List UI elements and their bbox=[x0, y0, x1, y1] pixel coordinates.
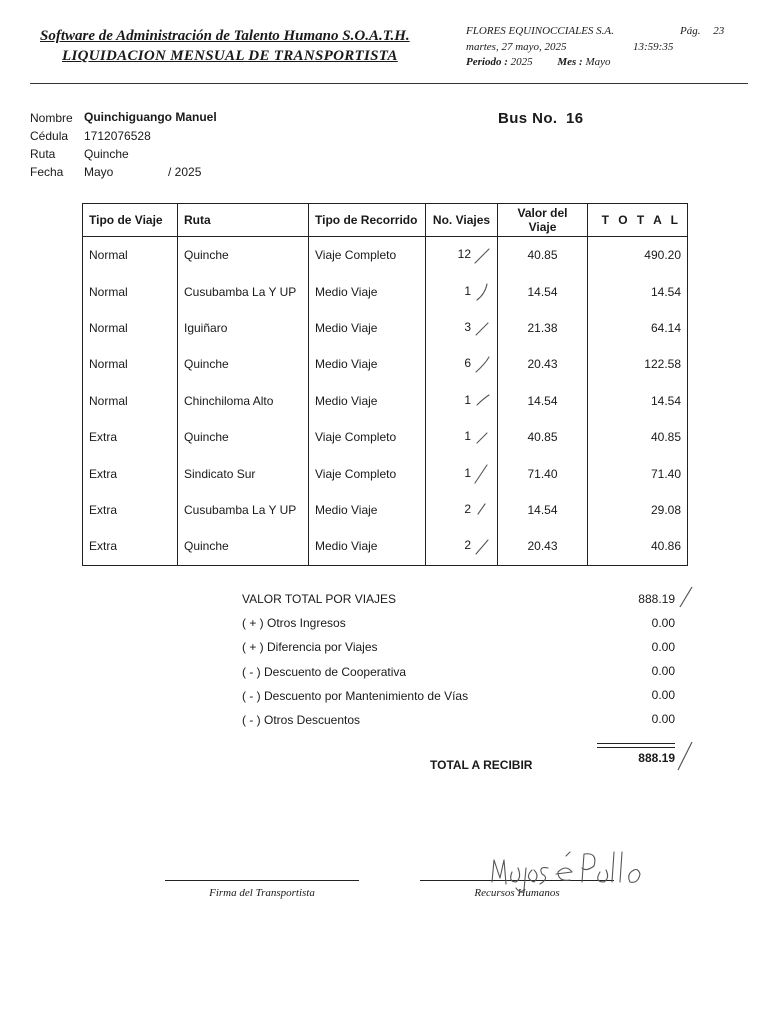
driver-signature-label: Firma del Transportista bbox=[209, 887, 315, 899]
cell-ruta bbox=[178, 346, 309, 382]
cell-no-viajes bbox=[426, 346, 498, 382]
summary-label: ( - ) Descuento de Cooperativa bbox=[242, 665, 407, 679]
net-total-value: 888.19 bbox=[638, 751, 675, 765]
bus-label: Bus No. bbox=[498, 110, 558, 127]
summary-label: ( - ) Descuento por Mantenimiento de Vías bbox=[242, 689, 469, 703]
cell-tipo-viaje bbox=[83, 237, 178, 274]
hr-signature-label: Recursos Humanos bbox=[474, 887, 560, 899]
period-value: 2025 bbox=[510, 56, 533, 68]
cell-tipo-recorrido-text: Viaje Completo bbox=[315, 248, 397, 263]
month-value: Mayo bbox=[585, 56, 611, 68]
page-label: Pág. bbox=[680, 25, 701, 37]
check-mark-icon bbox=[473, 318, 491, 338]
cell-tipo-viaje-text: Normal bbox=[89, 248, 128, 263]
summary-value: 0.00 bbox=[651, 712, 675, 726]
cell-tipo-recorrido-text: Viaje Completo bbox=[315, 430, 397, 445]
cell-tipo-viaje-text: Extra bbox=[89, 466, 118, 481]
column-header: Tipo de Viaje bbox=[83, 204, 178, 237]
cell-total-text: 40.86 bbox=[650, 539, 681, 554]
cell-valor-viaje bbox=[498, 310, 588, 346]
cell-ruta-text: Cusubamba La Y UP bbox=[184, 502, 297, 517]
cell-tipo-recorrido-text: Medio Viaje bbox=[315, 320, 378, 335]
bus-number bbox=[498, 110, 584, 127]
net-total-label: TOTAL A RECIBIR bbox=[430, 758, 533, 772]
cell-no-viajes-text: 2 bbox=[464, 502, 471, 517]
cell-ruta-text: Iguiñaro bbox=[184, 320, 228, 335]
cell-tipo-viaje bbox=[83, 310, 178, 346]
cell-tipo-recorrido bbox=[309, 237, 426, 274]
table-row bbox=[83, 528, 688, 565]
cell-valor-viaje bbox=[498, 383, 588, 419]
table-row bbox=[83, 419, 688, 455]
cell-tipo-viaje bbox=[83, 419, 178, 455]
cell-tipo-recorrido bbox=[309, 273, 426, 309]
cell-tipo-viaje bbox=[83, 492, 178, 528]
check-mark-icon bbox=[473, 536, 491, 556]
cell-valor-viaje bbox=[498, 455, 588, 491]
system-title: Software de Administración de Talento Humano S.O.A.T.H. bbox=[40, 28, 410, 44]
cell-ruta bbox=[178, 528, 309, 565]
cell-tipo-recorrido-text: Viaje Completo bbox=[315, 466, 397, 481]
check-mark-icon bbox=[473, 500, 491, 520]
summary-value: 0.00 bbox=[651, 640, 675, 654]
cell-ruta-text: Quinche bbox=[184, 430, 229, 445]
cell-tipo-viaje-text: Normal bbox=[89, 320, 128, 335]
cell-total bbox=[588, 346, 688, 382]
cell-total bbox=[588, 528, 688, 565]
cell-total-text: 29.08 bbox=[650, 502, 681, 517]
cell-valor-viaje-text: 20.43 bbox=[527, 357, 558, 372]
cell-no-viajes-text: 1 bbox=[464, 429, 471, 444]
date-label: Fecha bbox=[30, 165, 64, 179]
cell-total bbox=[588, 310, 688, 346]
cell-total-text: 71.40 bbox=[650, 466, 681, 481]
route-label: Ruta bbox=[30, 147, 56, 161]
check-mark-icon bbox=[473, 391, 491, 411]
cell-ruta-text: Cusubamba La Y UP bbox=[184, 284, 297, 299]
check-mark-icon bbox=[473, 354, 491, 374]
cell-no-viajes bbox=[426, 310, 498, 346]
table-row bbox=[83, 346, 688, 382]
cell-valor-viaje-text: 21.38 bbox=[527, 320, 558, 335]
summary-value: 0.00 bbox=[651, 688, 675, 702]
cell-tipo-viaje-text: Extra bbox=[89, 430, 118, 445]
cell-valor-viaje-text: 14.54 bbox=[527, 393, 558, 408]
cell-no-viajes-text: 2 bbox=[464, 538, 471, 553]
hr-handwritten-signature bbox=[478, 838, 668, 894]
employee-name: Quinchiguango Manuel bbox=[84, 110, 217, 124]
cell-ruta bbox=[178, 273, 309, 309]
cell-valor-viaje bbox=[498, 528, 588, 565]
cell-total-text: 14.54 bbox=[650, 393, 681, 408]
cell-total-text: 64.14 bbox=[650, 320, 681, 335]
cell-tipo-recorrido bbox=[309, 528, 426, 565]
cell-ruta bbox=[178, 455, 309, 491]
cell-ruta bbox=[178, 419, 309, 455]
cell-tipo-viaje-text: Normal bbox=[89, 357, 128, 372]
company-name: FLORES EQUINOCCIALES S.A. bbox=[466, 25, 614, 37]
cell-total bbox=[588, 237, 688, 274]
cell-tipo-recorrido-text: Medio Viaje bbox=[315, 502, 378, 517]
cell-no-viajes-text: 1 bbox=[464, 283, 471, 298]
bus-value: 16 bbox=[566, 110, 584, 127]
summary-label: ( + ) Diferencia por Viajes bbox=[242, 640, 378, 654]
trips-table-body bbox=[83, 237, 688, 566]
header-divider bbox=[30, 83, 748, 84]
cell-no-viajes-text: 1 bbox=[464, 392, 471, 407]
summary-value: 888.19 bbox=[638, 592, 675, 606]
cell-valor-viaje-text: 14.54 bbox=[527, 502, 558, 517]
total-double-rule bbox=[597, 743, 675, 748]
column-header: Valor del Viaje bbox=[498, 204, 588, 237]
cell-tipo-viaje bbox=[83, 273, 178, 309]
cell-tipo-recorrido bbox=[309, 419, 426, 455]
cell-valor-viaje-text: 40.85 bbox=[527, 248, 558, 263]
cell-no-viajes-text: 3 bbox=[464, 320, 471, 335]
employee-route: Quinche bbox=[84, 147, 129, 161]
period-label: Periodo : bbox=[466, 56, 508, 68]
report-date: martes, 27 mayo, 2025 bbox=[466, 41, 567, 53]
cell-tipo-viaje bbox=[83, 528, 178, 565]
cell-ruta-text: Quinche bbox=[184, 539, 229, 554]
column-header: Tipo de Recorrido bbox=[309, 204, 426, 237]
cell-ruta-text: Quinche bbox=[184, 357, 229, 372]
cell-tipo-recorrido bbox=[309, 346, 426, 382]
summary-label: ( - ) Otros Descuentos bbox=[242, 713, 361, 727]
table-row bbox=[83, 310, 688, 346]
check-mark-icon bbox=[676, 740, 694, 772]
page-indicator bbox=[680, 25, 724, 37]
summary-label: VALOR TOTAL POR VIAJES bbox=[242, 592, 397, 606]
check-mark-icon bbox=[473, 464, 491, 484]
cell-valor-viaje bbox=[498, 273, 588, 309]
cell-tipo-viaje-text: Normal bbox=[89, 284, 128, 299]
cell-tipo-recorrido-text: Medio Viaje bbox=[315, 357, 378, 372]
period-line bbox=[466, 56, 611, 68]
cell-valor-viaje-text: 71.40 bbox=[527, 466, 558, 481]
cell-no-viajes bbox=[426, 528, 498, 565]
cell-tipo-recorrido-text: Medio Viaje bbox=[315, 284, 378, 299]
cell-no-viajes-text: 12 bbox=[457, 247, 471, 262]
driver-signature-line bbox=[165, 880, 359, 881]
cell-tipo-viaje bbox=[83, 346, 178, 382]
cell-no-viajes bbox=[426, 455, 498, 491]
cell-tipo-recorrido bbox=[309, 310, 426, 346]
cell-total bbox=[588, 383, 688, 419]
cell-ruta-text: Chinchiloma Alto bbox=[184, 393, 274, 408]
cell-total-text: 490.20 bbox=[644, 248, 681, 263]
column-header: No. Viajes bbox=[426, 204, 498, 237]
cell-ruta-text: Quinche bbox=[184, 248, 229, 263]
month-label: Mes : bbox=[557, 56, 583, 68]
cell-no-viajes bbox=[426, 419, 498, 455]
cell-tipo-viaje-text: Extra bbox=[89, 539, 118, 554]
summary-label: ( + ) Otros Ingresos bbox=[242, 616, 346, 630]
summary-value: 0.00 bbox=[651, 616, 675, 630]
cell-tipo-viaje-text: Normal bbox=[89, 393, 128, 408]
cell-valor-viaje bbox=[498, 419, 588, 455]
table-header-row bbox=[83, 204, 688, 237]
table-row bbox=[83, 455, 688, 491]
cell-valor-viaje bbox=[498, 237, 588, 274]
cell-total bbox=[588, 419, 688, 455]
name-label: Nombre bbox=[30, 111, 73, 125]
cell-ruta bbox=[178, 310, 309, 346]
cell-tipo-viaje bbox=[83, 455, 178, 491]
cell-ruta bbox=[178, 237, 309, 274]
id-label: Cédula bbox=[30, 129, 69, 143]
cell-no-viajes bbox=[426, 383, 498, 419]
cell-total-text: 122.58 bbox=[644, 357, 681, 372]
employee-date-year: / 2025 bbox=[168, 165, 202, 179]
page-number: 23 bbox=[713, 25, 725, 37]
check-mark-icon bbox=[473, 427, 491, 447]
cell-valor-viaje-text: 14.54 bbox=[527, 284, 558, 299]
cell-tipo-recorrido bbox=[309, 383, 426, 419]
cell-no-viajes-text: 1 bbox=[464, 465, 471, 480]
cell-no-viajes bbox=[426, 273, 498, 309]
cell-no-viajes bbox=[426, 237, 498, 274]
cell-valor-viaje-text: 20.43 bbox=[527, 539, 558, 554]
check-mark-icon bbox=[473, 282, 491, 302]
cell-valor-viaje bbox=[498, 346, 588, 382]
employee-date-month: Mayo bbox=[84, 165, 114, 179]
table-row bbox=[83, 492, 688, 528]
cell-ruta bbox=[178, 492, 309, 528]
cell-ruta-text: Sindicato Sur bbox=[184, 466, 256, 481]
cell-valor-viaje-text: 40.85 bbox=[527, 430, 558, 445]
cell-tipo-recorrido-text: Medio Viaje bbox=[315, 539, 378, 554]
report-time: 13:59:35 bbox=[633, 41, 674, 53]
cell-tipo-recorrido-text: Medio Viaje bbox=[315, 393, 378, 408]
table-row bbox=[83, 383, 688, 419]
table-row bbox=[83, 273, 688, 309]
cell-no-viajes bbox=[426, 492, 498, 528]
cell-tipo-recorrido bbox=[309, 492, 426, 528]
cell-total bbox=[588, 492, 688, 528]
trips-table bbox=[82, 203, 688, 566]
employee-id: 1712076528 bbox=[84, 129, 151, 143]
report-title: LIQUIDACION MENSUAL DE TRANSPORTISTA bbox=[62, 48, 398, 64]
cell-ruta bbox=[178, 383, 309, 419]
cell-tipo-viaje-text: Extra bbox=[89, 502, 118, 517]
cell-valor-viaje bbox=[498, 492, 588, 528]
cell-tipo-recorrido bbox=[309, 455, 426, 491]
cell-tipo-viaje bbox=[83, 383, 178, 419]
cell-total bbox=[588, 455, 688, 491]
cell-total-text: 14.54 bbox=[650, 284, 681, 299]
check-mark-icon bbox=[473, 245, 491, 265]
table-row bbox=[83, 237, 688, 274]
cell-total-text: 40.85 bbox=[650, 430, 681, 445]
summary-value: 0.00 bbox=[651, 664, 675, 678]
column-header: Ruta bbox=[178, 204, 309, 237]
cell-total bbox=[588, 273, 688, 309]
check-mark-icon bbox=[678, 585, 694, 609]
cell-no-viajes-text: 6 bbox=[464, 356, 471, 371]
column-header: T O T A L bbox=[588, 204, 688, 237]
